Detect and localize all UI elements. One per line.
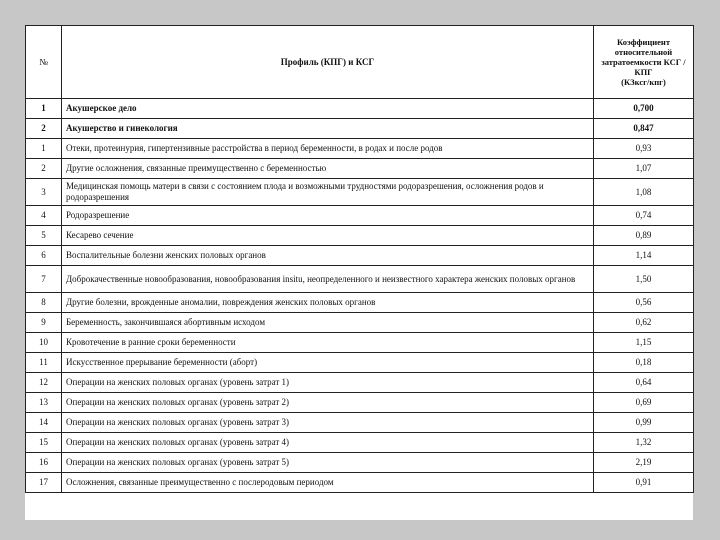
row-number: 5 xyxy=(26,226,62,246)
table-row xyxy=(26,226,694,246)
row-name: Другие болезни, врожденные аномалии, повреждения женских половых органов xyxy=(62,293,594,313)
header-coefficient-line: Коэффициент xyxy=(616,37,671,47)
row-name: Акушерство и гинекология xyxy=(62,119,594,139)
table-row xyxy=(26,373,694,393)
table-row xyxy=(26,159,694,179)
table-header-row xyxy=(26,26,694,99)
row-name: Искусственное прерывание беременности (аборт) xyxy=(62,353,594,373)
row-number: 2 xyxy=(26,119,62,139)
row-number: 16 xyxy=(26,453,62,473)
row-coefficient: 1,07 xyxy=(594,159,694,179)
row-number: 10 xyxy=(26,333,62,353)
table-body xyxy=(26,99,694,493)
row-number: 8 xyxy=(26,293,62,313)
row-number: 3 xyxy=(26,179,62,206)
row-coefficient: 0,89 xyxy=(594,226,694,246)
header-coefficient xyxy=(594,26,694,99)
row-name: Беременность, закончившаяся абортивным исходом xyxy=(62,313,594,333)
row-coefficient: 0,93 xyxy=(594,139,694,159)
profile-row xyxy=(26,119,694,139)
row-coefficient: 0,91 xyxy=(594,473,694,493)
row-coefficient: 2,19 xyxy=(594,453,694,473)
row-number: 11 xyxy=(26,353,62,373)
ksg-table xyxy=(25,25,694,493)
header-coefficient-line: КПГ xyxy=(634,67,653,77)
table-row xyxy=(26,393,694,413)
document-page xyxy=(25,25,693,520)
table-row xyxy=(26,313,694,333)
row-number: 7 xyxy=(26,266,62,293)
row-number: 6 xyxy=(26,246,62,266)
row-name: Операции на женских половых органах (уровень затрат 1) xyxy=(62,373,594,393)
header-coefficient-line: затратоемкости КСГ / xyxy=(601,57,686,67)
row-name: Воспалительные болезни женских половых органов xyxy=(62,246,594,266)
row-coefficient: 0,74 xyxy=(594,206,694,226)
row-name: Отеки, протеинурия, гипертензивные расстройства в период беременности, в родах и после родов xyxy=(62,139,594,159)
row-coefficient: 0,64 xyxy=(594,373,694,393)
row-coefficient: 0,847 xyxy=(594,119,694,139)
row-name: Операции на женских половых органах (уровень затрат 3) xyxy=(62,413,594,433)
row-coefficient: 1,50 xyxy=(594,266,694,293)
table-row xyxy=(26,139,694,159)
row-coefficient: 0,56 xyxy=(594,293,694,313)
table-row xyxy=(26,413,694,433)
row-number: 15 xyxy=(26,433,62,453)
row-name: Другие осложнения, связанные преимущественно с беременностью xyxy=(62,159,594,179)
row-name: Медицинская помощь матери в связи с состоянием плода и возможными трудностями родоразрешения, осложнения родов и родоразрешения xyxy=(62,179,594,206)
row-coefficient: 1,14 xyxy=(594,246,694,266)
row-name: Родоразрешение xyxy=(62,206,594,226)
table-row xyxy=(26,353,694,373)
row-coefficient: 1,08 xyxy=(594,179,694,206)
header-coefficient-line: относительной xyxy=(614,47,673,57)
row-coefficient: 0,69 xyxy=(594,393,694,413)
row-coefficient: 0,99 xyxy=(594,413,694,433)
row-name: Операции на женских половых органах (уровень затрат 4) xyxy=(62,433,594,453)
row-number: 17 xyxy=(26,473,62,493)
row-number: 1 xyxy=(26,99,62,119)
row-coefficient: 0,18 xyxy=(594,353,694,373)
table-row xyxy=(26,246,694,266)
row-coefficient: 1,15 xyxy=(594,333,694,353)
row-number: 4 xyxy=(26,206,62,226)
row-name: Кесарево сечение xyxy=(62,226,594,246)
header-coefficient-line: (КЗксг/кпг) xyxy=(621,77,666,87)
table-row xyxy=(26,333,694,353)
header-number: № xyxy=(26,26,62,99)
row-coefficient: 1,32 xyxy=(594,433,694,453)
row-number: 12 xyxy=(26,373,62,393)
row-coefficient: 0,62 xyxy=(594,313,694,333)
row-name: Акушерское дело xyxy=(62,99,594,119)
row-number: 9 xyxy=(26,313,62,333)
profile-row xyxy=(26,99,694,119)
row-name: Осложнения, связанные преимущественно с послеродовым периодом xyxy=(62,473,594,493)
row-number: 2 xyxy=(26,159,62,179)
row-number: 13 xyxy=(26,393,62,413)
row-name: Операции на женских половых органах (уровень затрат 2) xyxy=(62,393,594,413)
row-name: Кровотечение в ранние сроки беременности xyxy=(62,333,594,353)
row-number: 14 xyxy=(26,413,62,433)
table-row xyxy=(26,453,694,473)
header-profile-ksg: Профиль (КПГ) и КСГ xyxy=(62,26,594,99)
row-number: 1 xyxy=(26,139,62,159)
row-coefficient: 0,700 xyxy=(594,99,694,119)
table-row xyxy=(26,473,694,493)
table-row xyxy=(26,433,694,453)
row-name: Операции на женских половых органах (уровень затрат 5) xyxy=(62,453,594,473)
table-row xyxy=(26,206,694,226)
row-name: Доброкачественные новообразования, новообразования insitu, неопределенного и неизвестного характера женских половых органов xyxy=(62,266,594,293)
table-row xyxy=(26,293,694,313)
table-row xyxy=(26,179,694,206)
table-row xyxy=(26,266,694,293)
